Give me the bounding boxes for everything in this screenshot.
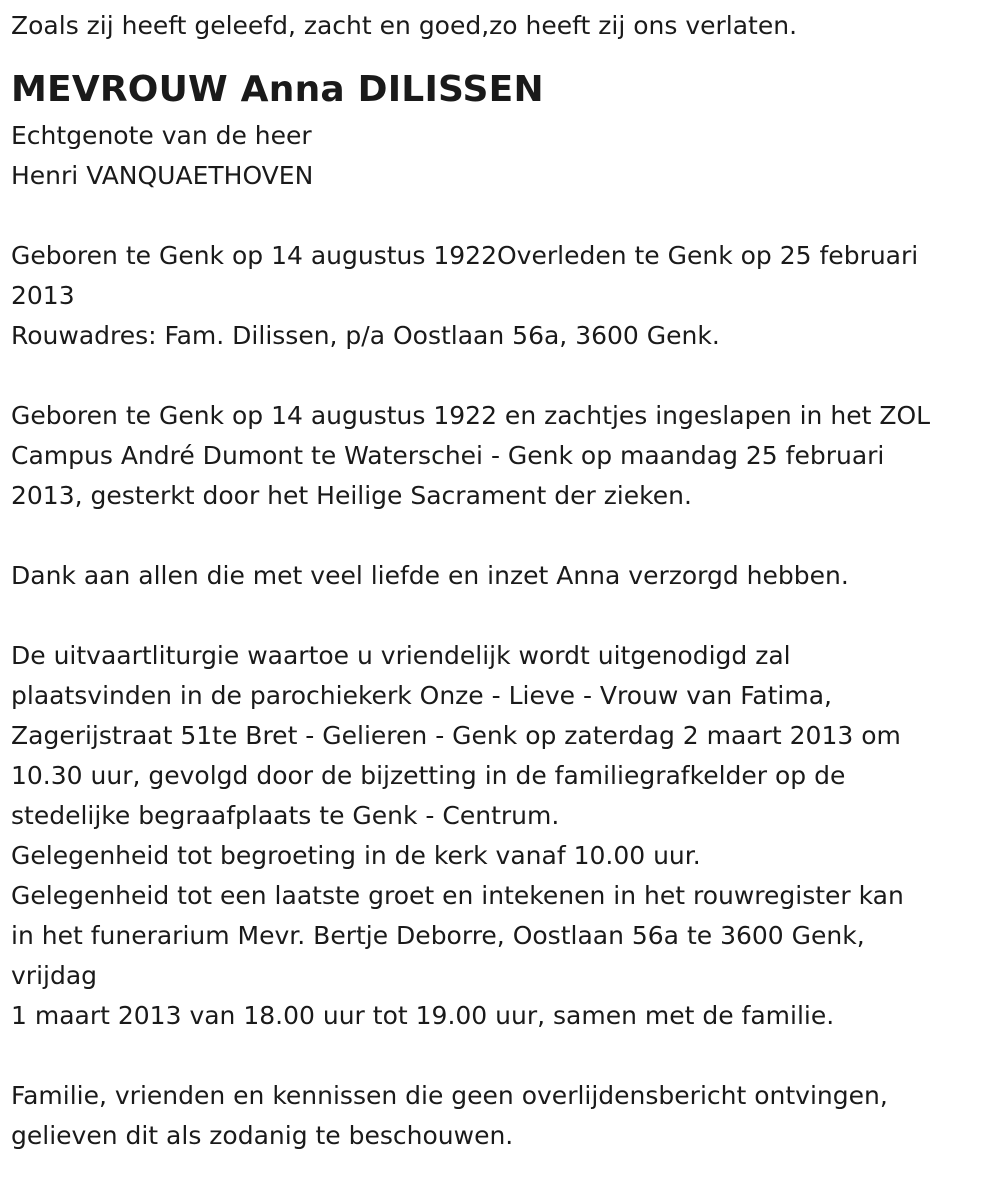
funeral-line: in het funerarium Mevr. Bertje Deborre, Oostlaan 56a te 3600 Genk, [11, 921, 865, 950]
spacer [11, 516, 980, 556]
spouse-line: Echtgenote van de heer [11, 121, 312, 150]
funeral-line: plaatsvinden in de parochiekerk Onze - Lieve - Vrouw van Fatima, [11, 681, 832, 710]
funeral-line: 10.30 uur, gevolgd door de bijzetting in de familiegrafkelder op de [11, 761, 846, 790]
birth-death-line: Geboren te Genk op 14 augustus 1922Overleden te Genk op 25 februari [11, 241, 919, 270]
spouse-block [11, 116, 980, 196]
details-block [11, 396, 980, 516]
details-line: Campus André Dumont te Waterschei - Genk op maandag 25 februari [11, 441, 885, 470]
birth-death-year: 2013 [11, 281, 75, 310]
details-line: Geboren te Genk op 14 augustus 1922 en zachtjes ingeslapen in het ZOL [11, 401, 931, 430]
birth-death-block [11, 236, 980, 356]
funeral-line: vrijdag [11, 961, 98, 990]
spacer [11, 1036, 980, 1076]
funeral-line: 1 maart 2013 van 18.00 uur tot 19.00 uur, samen met de familie. [11, 1001, 835, 1030]
spouse-name: Henri VANQUAETHOVEN [11, 161, 314, 190]
spacer [11, 196, 980, 236]
deceased-name: MEVROUW Anna DILISSEN [11, 69, 544, 110]
closing-line: gelieven dit als zodanig te beschouwen. [11, 1121, 514, 1150]
motto: Zoals zij heeft geleefd, zacht en goed,zo heeft zij ons verlaten. [11, 11, 798, 40]
details-line: 2013, gesterkt door het Heilige Sacrament der zieken. [11, 481, 692, 510]
funeral-block [11, 636, 980, 1036]
funeral-line: stedelijke begraafplaats te Genk - Centrum. [11, 801, 560, 830]
closing-block [11, 1076, 980, 1156]
spacer [11, 596, 980, 636]
funeral-line: Gelegenheid tot begroeting in de kerk vanaf 10.00 uur. [11, 841, 701, 870]
mourning-address: Rouwadres: Fam. Dilissen, p/a Oostlaan 56a, 3600 Genk. [11, 321, 720, 350]
closing-line: Familie, vrienden en kennissen die geen overlijdensbericht ontvingen, [11, 1081, 888, 1110]
thanks-text: Dank aan allen die met veel liefde en inzet Anna verzorgd hebben. [11, 561, 849, 590]
funeral-line: Gelegenheid tot een laatste groet en intekenen in het rouwregister kan [11, 881, 904, 910]
spacer [11, 356, 980, 396]
funeral-line: Zagerijstraat 51te Bret - Gelieren - Genk op zaterdag 2 maart 2013 om [11, 721, 901, 750]
funeral-line: De uitvaartliturgie waartoe u vriendelijk wordt uitgenodigd zal [11, 641, 791, 670]
